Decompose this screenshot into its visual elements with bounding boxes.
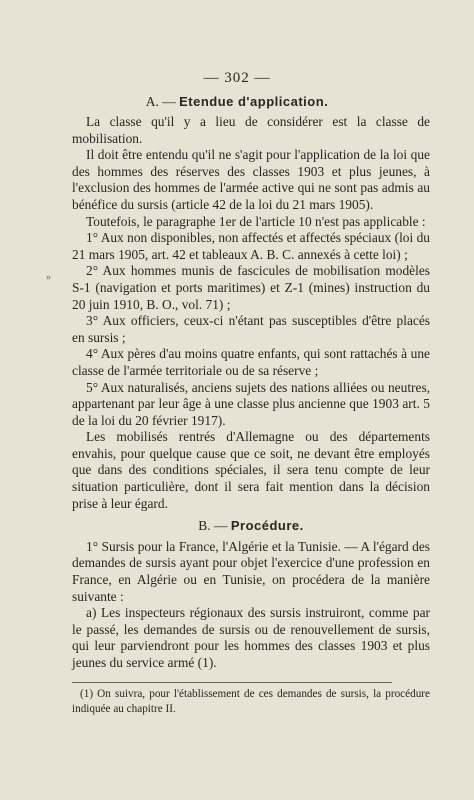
section-b-letter: B. — bbox=[198, 518, 228, 534]
paragraph: 2° Aux hommes munis de fascicules de mobilisation modèles S-1 (navigation et ports maritimes) et Z-1 (mines) instruction du 20 juin 1910, B. O., vol. 71) ; bbox=[72, 263, 430, 312]
paragraph: 1° Aux non disponibles, non affectés et affectés spéciaux (loi du 21 mars 1905, art. 42 et tableaux A. B. C. annexés à cette loi) ; bbox=[72, 230, 430, 262]
paragraph: 3° Aux officiers, ceux-ci n'étant pas susceptibles d'être placés en sursis ; bbox=[72, 313, 430, 345]
footnote bbox=[72, 687, 430, 716]
section-a-letter: A. — bbox=[145, 94, 176, 109]
section-a-title: Etendue d'application. bbox=[179, 94, 329, 109]
paragraph: Les mobilisés rentrés d'Allemagne ou des départements envahis, pour quelque cause que ce soit, ne devant être employés que dans des conditions spéciales, il sera tenu compte de leur situation particulière, dont il sera fait mention dans la décision prise à leur égard. bbox=[72, 429, 430, 511]
section-a-heading bbox=[0, 94, 474, 110]
footnote-rule bbox=[72, 682, 392, 683]
section-b-title: Procédure. bbox=[230, 518, 304, 534]
section-b-heading bbox=[72, 518, 430, 535]
paragraph: Toutefois, le paragraphe 1er de l'article 10 n'est pas applicable : bbox=[86, 213, 426, 229]
paragraph: a) Les inspecteurs régionaux des sursis instruiront, comme par le passé, les demandes de sursis ou de renouvellement de sursis, qui leur parviendront pour les hommes des classes 1903 et plus jeunes du service armé (1). bbox=[72, 605, 430, 670]
paragraph: Il doit être entendu qu'il ne s'agit pour l'application de la loi que des hommes des réserves des classes 1903 et plus jeunes, à l'exclusion des hommes de l'armée active qui ne sont pas admis au bénéfice du sursis (article 42 de la loi du 21 mars 1905). bbox=[72, 147, 430, 212]
page-number: — 302 — bbox=[203, 70, 271, 86]
paragraph: 5° Aux naturalisés, anciens sujets des nations alliées ou neutres, appartenant par leur âge à une classe plus ancienne que 1903 art. 5 de la loi du 20 février 1917). bbox=[72, 379, 430, 428]
paragraph: 4° Aux pères d'au moins quatre enfants, qui sont rattachés à une classe de l'armée territoriale ou de sa réserve ; bbox=[72, 346, 430, 378]
paragraph: 1° Sursis pour la France, l'Algérie et la Tunisie. — A l'égard des demandes de sursis ayant pour objet l'exercice d'une profession en France, en Algérie ou en Tunisie, on procédera de la manière suivante : bbox=[72, 538, 430, 604]
body-text bbox=[72, 114, 430, 672]
footnote-text: (1) On suivra, pour l'établissement de ces demandes de sursis, la procédure indiquée au chapitre II. bbox=[72, 688, 430, 715]
paragraph: La classe qu'il y a lieu de considérer est la classe de mobilisation. bbox=[72, 114, 430, 146]
margin-mark: » bbox=[46, 272, 51, 283]
